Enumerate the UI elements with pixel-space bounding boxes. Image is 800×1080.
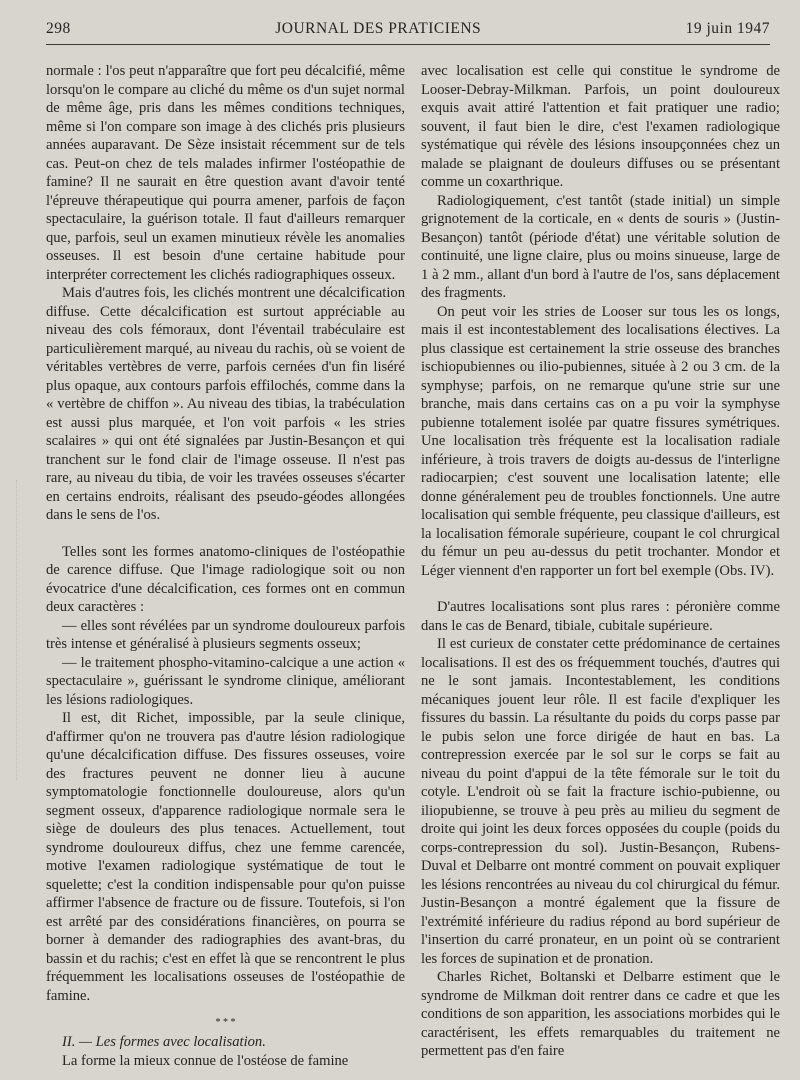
left-column [46, 62, 405, 1070]
list-item: — elles sont révélées par un syndrome douloureux parfois très intense et généralisé à plusieurs segments osseux; [46, 617, 405, 652]
paragraph: avec localisation est celle qui constitue le syndrome de Looser-Debray-Milkman. Parfois, un point douloureux exquis avait attiré l'attention et fait pratiquer une radio; souvent, il faut bien le dire, c'est l'examen radiologique systématique qui révèle des lésions insoupçonnées chez un malade se plaignant de douleurs diffuses ou se présentant comme un coxarthrique. [421, 63, 780, 190]
paragraph: Telles sont les formes anatomo-cliniques de l'ostéopathie de carence diffuse. Que l'image radiologique soit ou non évocatrice d'une décalcification, ces formes ont en commun deux caractères : [46, 543, 405, 615]
paragraph: La forme la mieux connue de l'ostéose de famine [62, 1052, 349, 1069]
issue-date: 19 juin 1947 [685, 20, 770, 37]
page-header [46, 20, 770, 42]
paragraph: On peut voir les stries de Looser sur tous les os longs, mais il est incontestablement des localisations électives. La plus classique est certainement la strie osseuse des branches ischiopubiennes ou ilio-pubiennes, située à 2 ou 3 cm. de la symphyse; parfois, on ne remarque qu'une strie sur une branche, mais dans certains cas on a pu voir la symphyse pubienne totalement isolée par quatre fissures symétriques. Une localisation très fréquente est la localisation radiale inférieure, à trois travers de doigts au-dessus de l'interligne radiocarpien; c'est souvent une localisation latente; elle donne généralement peu de troubles fonctionnels. Une autre localisation qui semble fréquente, peu classique d'ailleurs, est la localisation fémorale supérieure, coupant le col chrurgical du fémur un peu au-dessus du petit trochanter. Mondor et Léger viennent d'en rapporter un fort bel exemple (Obs. IV). [421, 303, 780, 579]
paragraph: normale : l'os peut n'apparaître que fort peu décalcifié, même lorsqu'on le compare au cliché du même os d'un sujet normal de même âge, pris dans les mêmes conditions techniques, même si l'on compare son image à des clichés pris plusieurs années auparavant. De Sèze insistait récemment sur de tels cas. Peut-on chez de tels malades infirmer l'ostéopathie de famine? Il ne saurait en être question avant d'avoir tenté l'épreuve thérapeutique qui pourra amener, parfois de façon spectaculaire, la guérison totale. Il faut d'ailleurs remarquer que, parfois, seul un examen minutieux révèle les anomalies osseuses. Il est besoin d'une certaine habitude pour interpréter correctement les clichés radiographiques osseux. [46, 63, 405, 283]
right-column [421, 62, 780, 1061]
scan-margin-marks [16, 480, 21, 780]
paragraph: Il est, dit Richet, impossible, par la seule clinique, d'affirmer qu'on ne trouvera pas d'autre lésion radiologique qu'une décalcification diffuse. Des fissures osseuses, voire des fractures peuvent ne donner lieu à aucune symptomatologie fonctionnelle douloureuse, alors qu'un segment osseux, d'apparence radiologique normale sera le siège de douleurs des plus tenaces. Actuellement, tout syndrome douloureux diffus, chez une femme carencée, motive l'examen radiologique systématique de tout le squelette; c'est la condition indispensable pour qu'on puisse affirmer l'absence de fracture ou de fissure. Toutefois, si l'on est arrêté par des considérations financières, on pourra se borner à demander des radiographies des avant-bras, du bassin et du rachis; c'est en effet là que se rencontrent le plus fréquemment les localisations osseuses de l'ostéopathie de famine. [46, 710, 405, 1004]
paragraph: Radiologiquement, c'est tantôt (stade initial) un simple grignotement de la corticale, en « dents de souris » (Justin-Besançon) tantôt (période d'état) une véritable solution de continuité, une ligne claire, plus ou moins sinueuse, large de 1 à 2 mm., allant d'un bord à l'autre de l'os, sans déplacement des fragments. [421, 192, 780, 301]
paragraph: Mais d'autres fois, les clichés montrent une décalcification diffuse. Cette décalcification est surtout appréciable au niveau des cols fémoraux, dont l'éventail trabéculaire est particulièrement marqué, au niveau du rachis, où se voient de véritables vertèbres de verre, parfois cernées d'un fin liséré plus opaque, aux contours parfois effilochés, comme dans la « vertèbre de chiffon ». Au niveau des tibias, la trabéculation est aussi plus marquée, et l'on voit parfois « les stries scalaires » qui ont été signalées par Justin-Besançon et qui tranchent sur le fond clair de l'image osseuse. Il n'est pas rare, au niveau du tibia, de voir les travées osseuses s'écarter en certains endroits, réalisant des pseudo-géodes allongées dans le sens de l'os. [46, 285, 405, 523]
journal-title: JOURNAL DES PRATICIENS [275, 20, 482, 37]
section-separator: * * * [215, 1017, 236, 1028]
list-item: — le traitement phospho-vitamino-calcique a une action « spectaculaire », guérissant le syndrome clinique, améliorant les lésions radiologiques. [46, 654, 405, 708]
page-number: 298 [46, 20, 71, 37]
header-rule [46, 44, 770, 45]
paragraph: D'autres localisations sont plus rares : péronière comme dans le cas de Benard, tibiale, cubitale supérieure. [421, 599, 780, 634]
paragraph: Charles Richet, Boltanski et Delbarre estiment que le syndrome de Milkman doit rentrer dans ce cadre et que les conditions de son apparition, les associations morbides qui le caractérisent, les effets remarquables du traitement ne permettent pas d'en faire [421, 969, 780, 1059]
section-heading: II. — Les formes avec localisation. [62, 1034, 266, 1050]
paragraph: Il est curieux de constater cette prédominance de certaines localisations. Il est des os fréquemment touchés, d'autres qui ne le sont jamais. Incontestablement, les conditions mécaniques jouent leur rôle. Il est facile d'expliquer les fissures du bassin. La résultante du poids du corps passe par le pubis selon une force dirigée de haut en bas. La contrepression exercée par le sol sur le corps se fait au niveau du point d'appui de la tête fémorale sur le toit du cotyle. L'endroit où se fait la fracture ischio-pubienne, ou iliopubienne, se trouve à peu près au milieu du segment de droite qui joint les deux forces opposées du couple (poids du corps-contrepression du sol). Justin-Besançon, Rubens-Duval et Delbarre ont montré comment on pouvait expliquer les lésions rencontrées au niveau du col chirurgical du fémur. Justin-Besançon a montré également que la fissure de l'extrémité inférieure du radius répond au bord supérieur de l'insertion du carré pronateur, en un point où se contrarient les forces de supination et de pronation. [421, 636, 780, 967]
